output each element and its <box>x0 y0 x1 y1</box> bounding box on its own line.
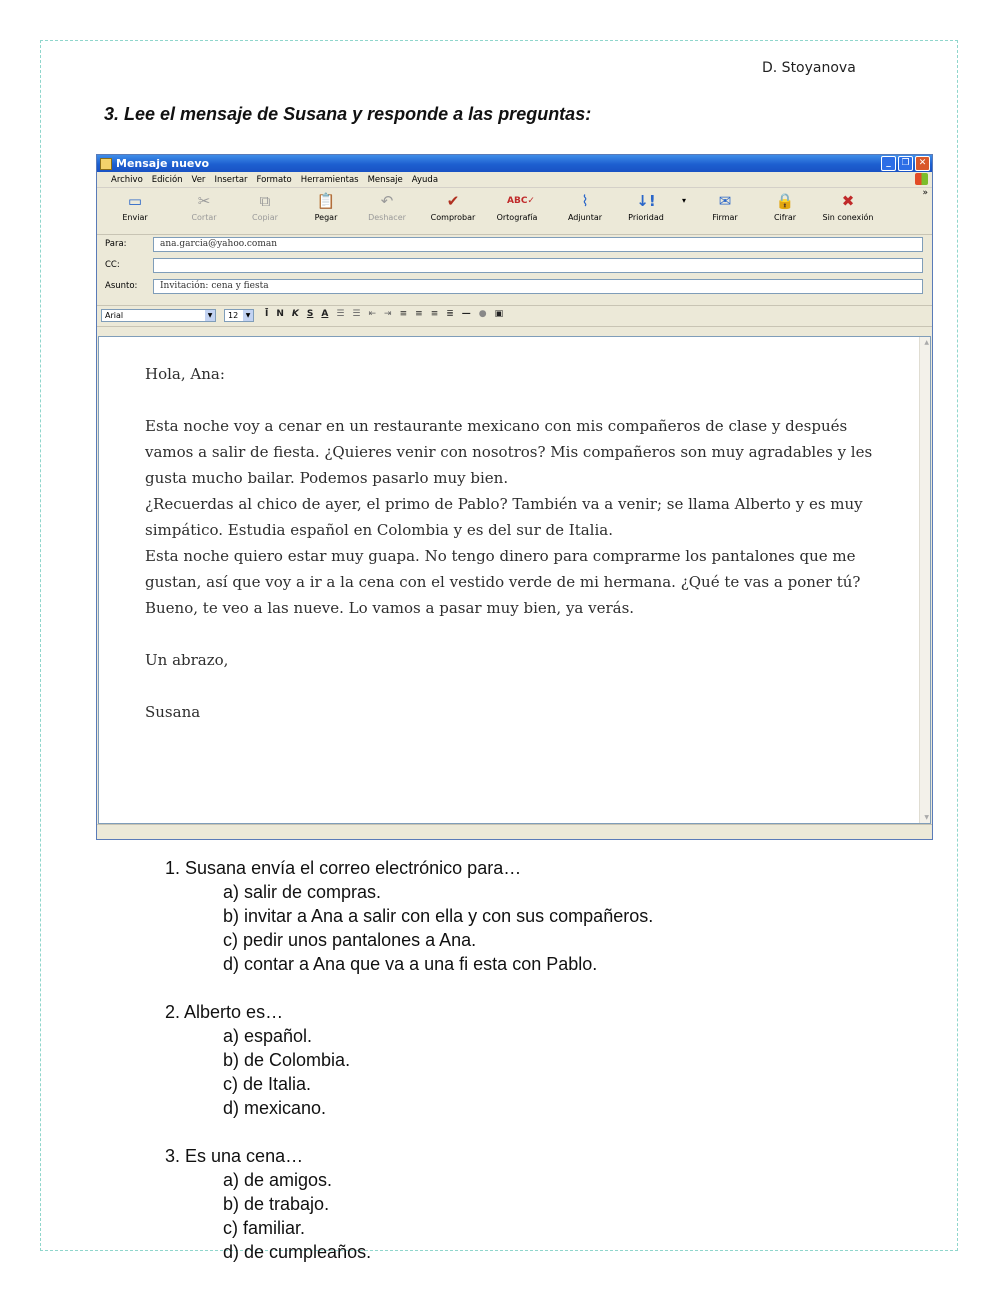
message-paragraph: Esta noche quiero estar muy guapa. No tengo dinero para comprarme los pantalones que me gustan, así que voy a ir a la cena con el vestido verde de mi hermana. ¿Qué te vas a poner tú? <box>145 547 861 591</box>
cut-button[interactable]: ✂ Cortar <box>191 192 217 222</box>
font-select[interactable]: Arial ▼ <box>101 309 216 322</box>
spelling-icon: ABC✓ <box>507 196 535 206</box>
justify-icon[interactable]: ≣ <box>446 309 454 319</box>
copy-button[interactable]: ⧉ Copiar <box>252 192 278 222</box>
toolbar-overflow-icon[interactable]: » <box>922 188 928 198</box>
answer-option: b) invitar a Ana a salir con ella y con sus compañeros. <box>223 906 654 926</box>
message-closing: Un abrazo, <box>145 651 229 669</box>
answer-option: d) mexicano. <box>223 1098 327 1118</box>
paste-icon: 📋 <box>316 192 336 210</box>
question: 3. Es una cena… <box>165 1146 304 1166</box>
paragraph-style-icon[interactable]: Ī <box>265 309 269 319</box>
menu-mensaje[interactable]: Mensaje <box>367 174 403 185</box>
answer-option: c) de Italia. <box>223 1074 312 1094</box>
menu-ayuda[interactable]: Ayuda <box>411 174 439 185</box>
message-body[interactable] <box>98 336 931 824</box>
font-color-button[interactable]: A <box>321 309 329 319</box>
chevron-down-icon: ▼ <box>205 310 215 321</box>
menu-edicion[interactable]: Edición <box>151 174 183 185</box>
cc-field[interactable] <box>153 258 923 273</box>
to-field[interactable]: ana.garcia@yahoo.coman <box>153 237 923 252</box>
sign-icon: ✉ <box>718 192 732 210</box>
check-names-icon: ✔ <box>446 192 460 210</box>
priority-icon: ↓! <box>636 192 656 210</box>
check-names-button[interactable]: ✔ Comprobar <box>430 192 476 222</box>
exercise-heading: 3. Lee el mensaje de Susana y responde a las preguntas: <box>104 104 592 124</box>
subject-row <box>97 277 932 298</box>
chevron-down-icon: ▾ <box>681 196 686 205</box>
answer-option: c) pedir unos pantalones a Ana. <box>223 930 477 950</box>
spelling-button[interactable]: ABC✓ Ortografía <box>489 190 545 222</box>
scroll-down-icon[interactable]: ▼ <box>924 814 929 821</box>
bullet-list-icon[interactable]: ☰ <box>352 309 361 319</box>
window-title: Mensaje nuevo <box>116 157 210 170</box>
restore-button[interactable]: ❐ <box>898 156 913 171</box>
message-text <box>145 361 880 725</box>
app-icon <box>100 158 112 170</box>
answer-option: a) salir de compras. <box>223 882 382 902</box>
subject-field[interactable]: Invitación: cena y fiesta <box>153 279 923 294</box>
close-button[interactable]: ✕ <box>915 156 930 171</box>
chevron-down-icon: ▼ <box>243 310 253 321</box>
cc-label: CC: <box>105 260 120 270</box>
insert-picture-icon[interactable]: ▣ <box>494 309 504 319</box>
offline-button[interactable]: ✖ Sin conexión <box>822 192 874 222</box>
italic-button[interactable]: K <box>291 309 299 319</box>
hyperlink-icon[interactable]: ● <box>478 309 487 319</box>
to-label: Para: <box>105 239 127 249</box>
menu-herramientas[interactable]: Herramientas <box>300 174 359 185</box>
message-paragraph: ¿Recuerdas al chico de ayer, el primo de Pablo? También va a venir; se llama Alberto y es muy simpático. Estudia español en Colombia y es del sur de Italia. <box>145 495 863 539</box>
question: 2. Alberto es… <box>165 1002 284 1022</box>
author-name: D. Stoyanova <box>762 60 856 76</box>
encrypt-icon: 🔒 <box>775 192 795 210</box>
priority-button[interactable]: ↓! Prioridad <box>628 192 664 222</box>
sign-button[interactable]: ✉ Firmar <box>712 192 738 222</box>
answer-option: d) contar a Ana que va a una fi esta con Pablo. <box>223 954 598 974</box>
send-icon: ▭ <box>127 192 143 210</box>
numbered-list-icon[interactable]: ☰ <box>336 309 345 319</box>
align-center-icon[interactable]: ≡ <box>415 309 423 319</box>
increase-indent-icon[interactable]: ⇥ <box>384 309 392 319</box>
align-left-icon[interactable]: ≡ <box>399 309 408 319</box>
menu-insertar[interactable]: Insertar <box>214 174 248 185</box>
bold-button[interactable]: N <box>276 309 284 319</box>
toolbar <box>97 188 932 235</box>
attach-button[interactable]: ⌇ Adjuntar <box>567 192 603 222</box>
answer-option: a) de amigos. <box>223 1170 333 1190</box>
undo-button[interactable]: ↶ Deshacer <box>368 192 406 222</box>
menu-ver[interactable]: Ver <box>191 174 206 185</box>
vertical-scrollbar[interactable] <box>919 337 930 823</box>
message-greeting: Hola, Ana: <box>145 365 225 383</box>
email-window <box>96 154 933 840</box>
cc-row <box>97 256 932 277</box>
paperclip-icon: ⌇ <box>581 192 589 210</box>
message-signature: Susana <box>145 703 201 721</box>
copy-icon: ⧉ <box>259 192 271 210</box>
paste-button[interactable]: 📋 Pegar <box>314 192 338 222</box>
scroll-up-icon[interactable]: ▲ <box>924 339 929 346</box>
answer-option: a) español. <box>223 1026 313 1046</box>
priority-dropdown[interactable] <box>674 190 686 213</box>
title-bar <box>97 155 932 172</box>
windows-logo-icon <box>915 173 928 185</box>
subject-label: Asunto: <box>105 281 138 291</box>
message-paragraph: Bueno, te veo a las nueve. Lo vamos a pasar muy bien, ya verás. <box>145 599 635 617</box>
font-size-select[interactable]: 12 ▼ <box>224 309 254 322</box>
underline-button[interactable]: S <box>306 309 314 319</box>
menu-bar <box>97 172 932 188</box>
encrypt-button[interactable]: 🔒 Cifrar <box>773 192 797 222</box>
align-right-icon[interactable]: ≡ <box>430 309 439 319</box>
minimize-button[interactable]: _ <box>881 156 896 171</box>
offline-icon: ✖ <box>841 192 855 210</box>
question: 1. Susana envía el correo electrónico para… <box>165 858 522 878</box>
horizontal-line-icon[interactable]: — <box>461 309 471 319</box>
undo-icon: ↶ <box>380 192 394 210</box>
menu-formato[interactable]: Formato <box>256 174 292 185</box>
to-row <box>97 235 932 256</box>
answer-option: c) familiar. <box>223 1218 306 1238</box>
answer-option: b) de Colombia. <box>223 1050 351 1070</box>
status-bar <box>97 824 932 839</box>
menu-archivo[interactable]: Archivo <box>111 174 143 185</box>
send-button[interactable]: ▭ Enviar <box>122 192 148 222</box>
scissors-icon: ✂ <box>197 192 211 210</box>
decrease-indent-icon[interactable]: ⇤ <box>368 309 377 319</box>
answer-option: b) de trabajo. <box>223 1194 330 1214</box>
message-paragraph: Esta noche voy a cenar en un restaurante mexicano con mis compañeros de clase y después vamos a salir de fiesta. ¿Quieres venir con nosotros? Mis compañeros son muy agradables y les gusta mucho bailar. Podemos pasarlo muy bien. <box>145 417 873 487</box>
format-bar <box>97 305 932 327</box>
answer-option: d) de cumpleaños. <box>223 1242 372 1262</box>
